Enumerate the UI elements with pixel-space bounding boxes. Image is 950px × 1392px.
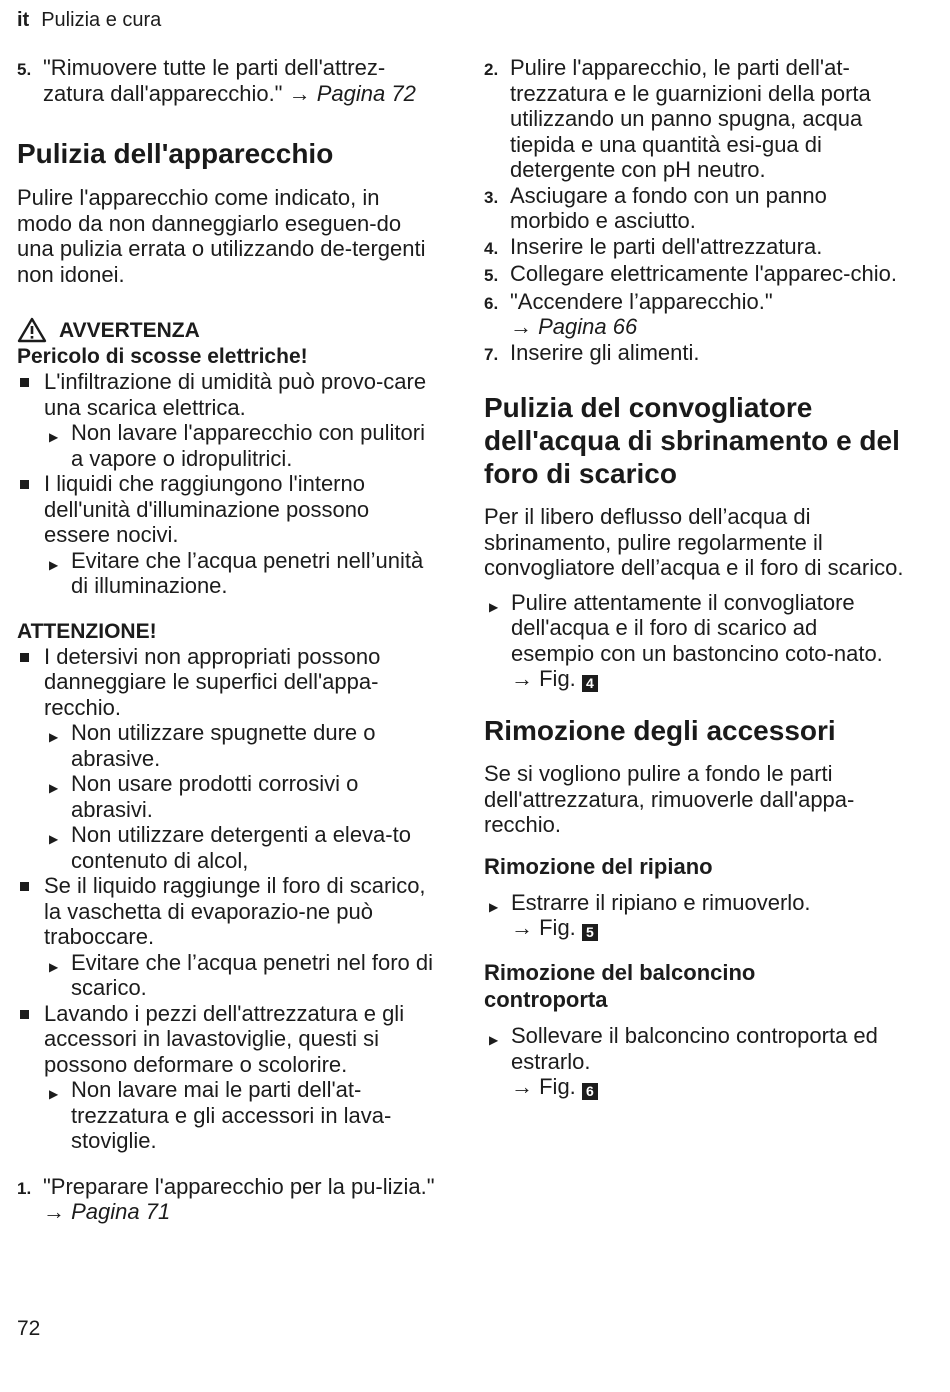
attention-item: Lavando i pezzi dell'attrezzatura e gli accessori in lavastoviglie, questi si possono deformare o scolorire. — [17, 1001, 437, 1078]
attention-title: ATTENZIONE! — [17, 619, 157, 643]
drain-action: ▶ Pulire attentamente il convogliatore dell'acqua e il foro di scarico ad esempio con un bastoncino coto-nato. → Fig. 4 — [489, 589, 883, 691]
attention-action: ▶ Evitare che l’acqua penetri nel foro di scarico. — [49, 949, 433, 1000]
warning-item: L'infiltrazione di umidità può provo-care una scarica elettrica. — [17, 369, 437, 420]
attention-action: ▶ Non usare prodotti corrosivi o abrasivi. — [49, 771, 359, 822]
step-6: 6. "Accendere l’apparecchio." → Pagina 66 — [484, 288, 773, 339]
subheading-balcony: Rimozione del balconcino controporta — [484, 960, 756, 1012]
balcony-action: ▶ Sollevare il balconcino controporta ed estrarlo. → Fig. 6 — [489, 1023, 878, 1099]
step-3: 3. Asciugare a fondo con un panno morbido e asciutto. — [484, 182, 827, 233]
attention-action: ▶ Non utilizzare spugnette dure o abrasive. — [49, 720, 376, 771]
section-heading-accessories: Rimozione degli accessori — [484, 715, 836, 746]
step-2: 2. Pulire l'apparecchio, le parti dell'at-trezzatura e le guarnizioni della porta utilizzando un panno spugna, acqua tiepida e una quantità esi-gua di detergente con pH neutro. — [484, 55, 871, 182]
step-7: 7. Inserire gli alimenti. — [484, 339, 700, 365]
drain-intro: Per il libero deflusso dell’acqua di sbrinamento, pulire regolarmente il convogliatore dell’acqua e il foro di scarico. — [484, 504, 904, 580]
step-text: "Preparare l'apparecchio per la pu-lizia." → — [43, 1173, 435, 1224]
figure-reference-badge[interactable]: 4 — [582, 675, 598, 692]
figure-reference-badge[interactable]: 5 — [582, 924, 598, 941]
page-header — [17, 7, 161, 33]
section-heading-cleaning: Pulizia dell'apparecchio — [17, 138, 334, 169]
warning-subtitle: Pericolo di scosse elettriche! — [17, 345, 308, 368]
step-text: "Rimuovere tutte le parti dell'attrez-zatura dall'apparecchio." → — [43, 55, 386, 106]
subheading-shelf: Rimozione del ripiano — [484, 853, 713, 879]
page-reference-link[interactable]: Pagina 71 — [71, 1199, 171, 1224]
shelf-action: ▶ Estrarre il ripiano e rimuoverlo. → Fig. 5 — [489, 889, 811, 940]
attention-block — [17, 619, 437, 1154]
warning-title — [17, 317, 437, 343]
section-heading-drain: Pulizia del convogliatore dell'acqua di sbrinamento e del foro di scarico — [484, 392, 900, 489]
warning-block — [17, 317, 437, 599]
page-number: 72 — [17, 1317, 41, 1340]
attention-action: ▶ Non utilizzare detergenti a eleva-to contenuto di alcol, — [49, 822, 411, 873]
step-5-left — [17, 55, 437, 106]
attention-action: ▶ Non lavare mai le parti dell'at-trezzatura e gli accessori in lava-stoviglie. — [49, 1077, 392, 1153]
step-5-right: 5. Collegare elettricamente l'apparec-chio. — [484, 261, 897, 286]
language-code: it — [17, 9, 30, 31]
section-title: Pulizia e cura — [41, 9, 162, 31]
step-number: 1. — [17, 1178, 32, 1198]
step-4: 4. Inserire le parti dell'attrezzatura. — [484, 233, 823, 259]
attention-item: I detersivi non appropriati possono danneggiare le superfici dell'appa-recchio. — [17, 644, 437, 721]
warning-label: AVVERTENZA — [59, 318, 200, 342]
accessories-intro: Se si vogliono pulire a fondo le parti dell'attrezzatura, rimuoverle dall'appa-recchio. — [484, 761, 855, 837]
page-reference-link[interactable]: Pagina 72 — [316, 80, 416, 106]
warning-item: I liquidi che raggiungono l'interno dell'unità d'illuminazione possono essere nocivi. — [17, 471, 437, 548]
cleaning-intro: Pulire l'apparecchio come indicato, in modo da non danneggiarlo eseguen-do una pulizia errata o utilizzando de-tergenti non idonei. — [17, 185, 426, 287]
attention-item: Se il liquido raggiunge il foro di scarico, la vaschetta di evaporazio-ne può traboccare. — [17, 873, 437, 950]
warning-action: ▶ Evitare che l’acqua penetri nell’unità di illuminazione. — [49, 547, 424, 598]
warning-action: ▶ Non lavare l'apparecchio con pulitori a vapore o idropulitrici. — [49, 420, 425, 471]
left-column — [17, 55, 437, 1225]
figure-reference-badge[interactable]: 6 — [582, 1083, 598, 1100]
step-number: 5. — [17, 60, 32, 79]
warning-triangle-icon — [17, 317, 47, 343]
page-reference-link[interactable]: Pagina 66 — [538, 314, 638, 339]
right-column — [484, 55, 904, 1100]
step-1 — [17, 1174, 437, 1225]
